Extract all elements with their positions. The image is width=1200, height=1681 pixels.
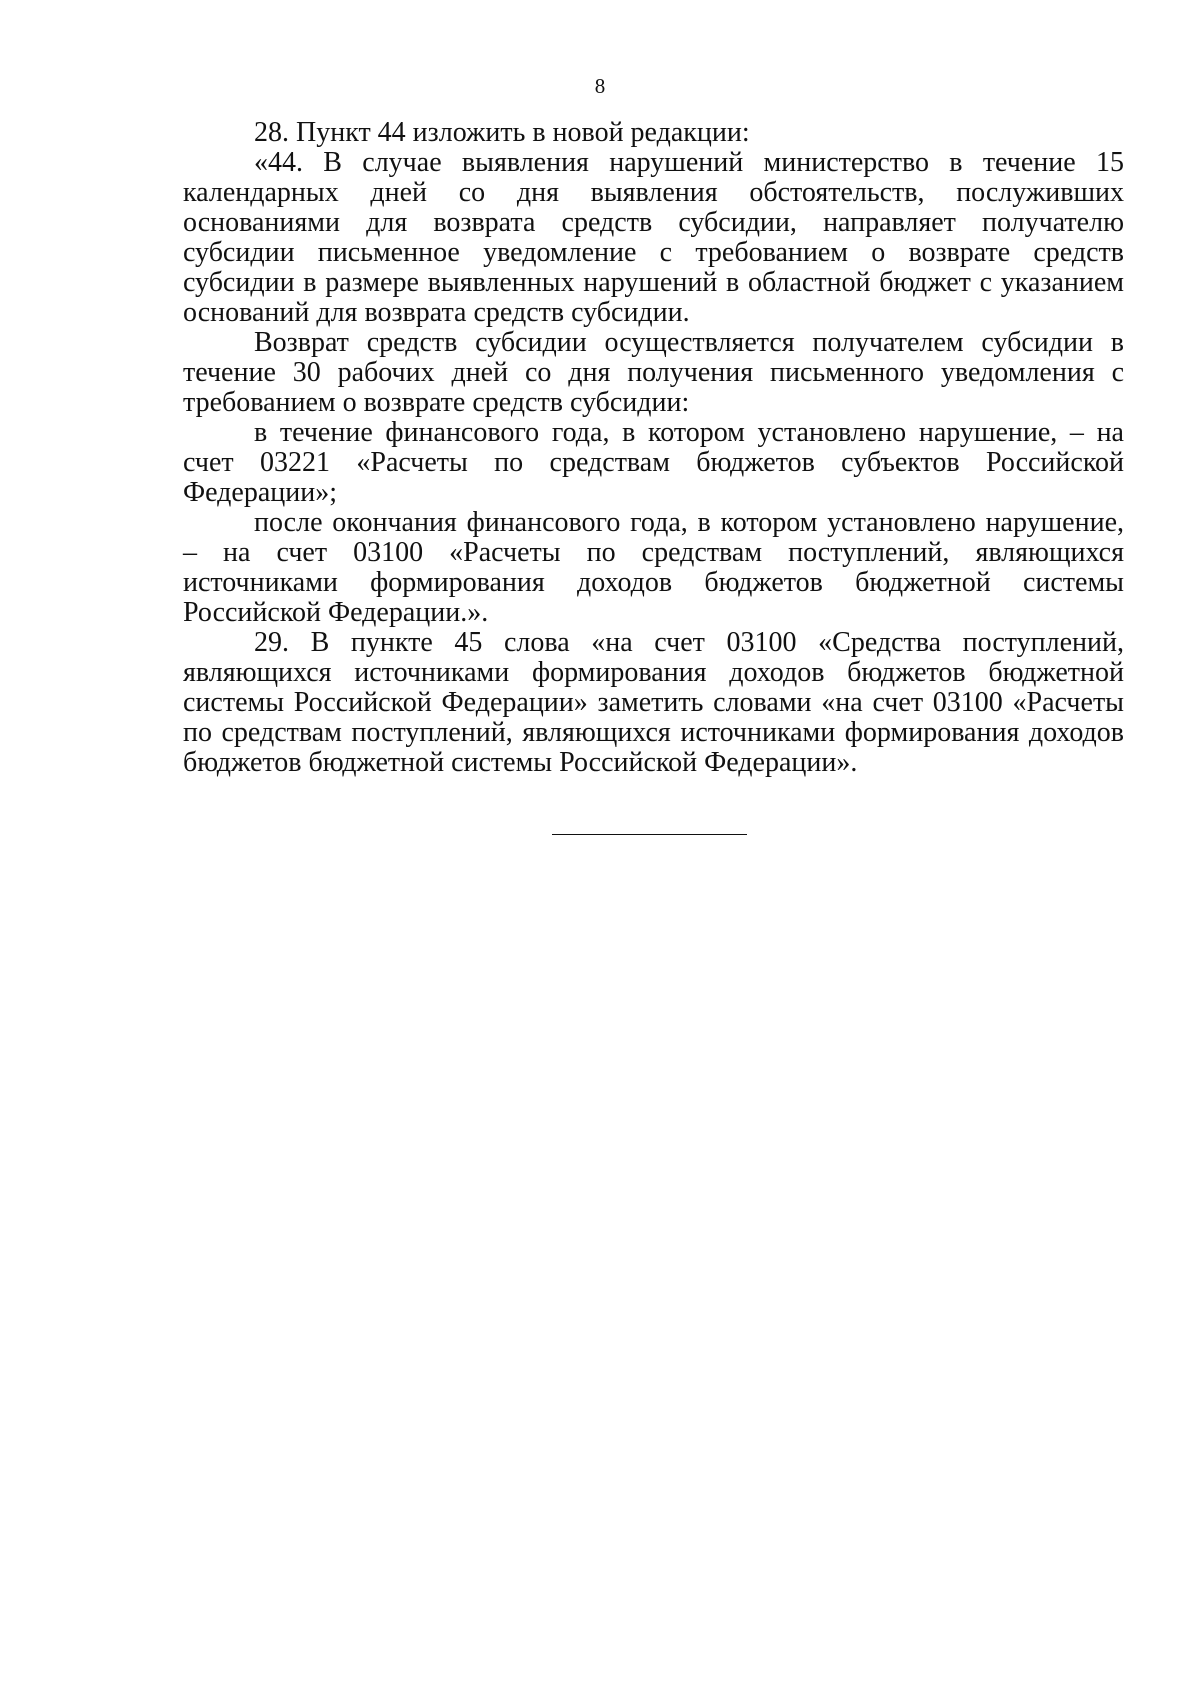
paragraph-item-28: 28. Пункт 44 изложить в новой редакции: bbox=[254, 117, 750, 148]
paragraph-current-year-account: в течение финансового года, в котором установлено нарушение, – на счет 03221 «Расчеты по средствам бюджетов субъектов Российской Федерации»; bbox=[183, 417, 1124, 508]
document-body bbox=[183, 118, 1124, 778]
paragraph-item-29: 29. В пункте 45 слова «на счет 03100 «Средства поступлений, являющихся источниками формирования доходов бюджетов бюджетной системы Российской Федерации» заметить словами «на счет 03100 «Расчеты по средствам поступлений, являющихся источниками формирования доходов бюджетов бюджетной системы Российской Федерации». bbox=[183, 627, 1124, 778]
page-number: 8 bbox=[594, 74, 606, 98]
paragraph-after-year-account: после окончания финансового года, в котором установлено нарушение, – на счет 03100 «Расчеты по средствам поступлений, являющихся источниками формирования доходов бюджетов бюджетной системы Российской Федерации.». bbox=[183, 507, 1124, 628]
paragraph-return-procedure: Возврат средств субсидии осуществляется получателем субсидии в течение 30 рабочих дней со дня получения письменного уведомления с требованием о возврате средств субсидии: bbox=[183, 327, 1124, 418]
paragraph-new-edition-44: «44. В случае выявления нарушений министерство в течение 15 календарных дней со дня выявления обстоятельств, послуживших основаниями для возврата средств субсидии, направляет получателю субсидии письменное уведомление с требованием о возврате средств субсидии в размере выявленных нарушений в областной бюджет с указанием оснований для возврата средств субсидии. bbox=[183, 147, 1124, 328]
end-of-text-rule bbox=[552, 834, 747, 835]
